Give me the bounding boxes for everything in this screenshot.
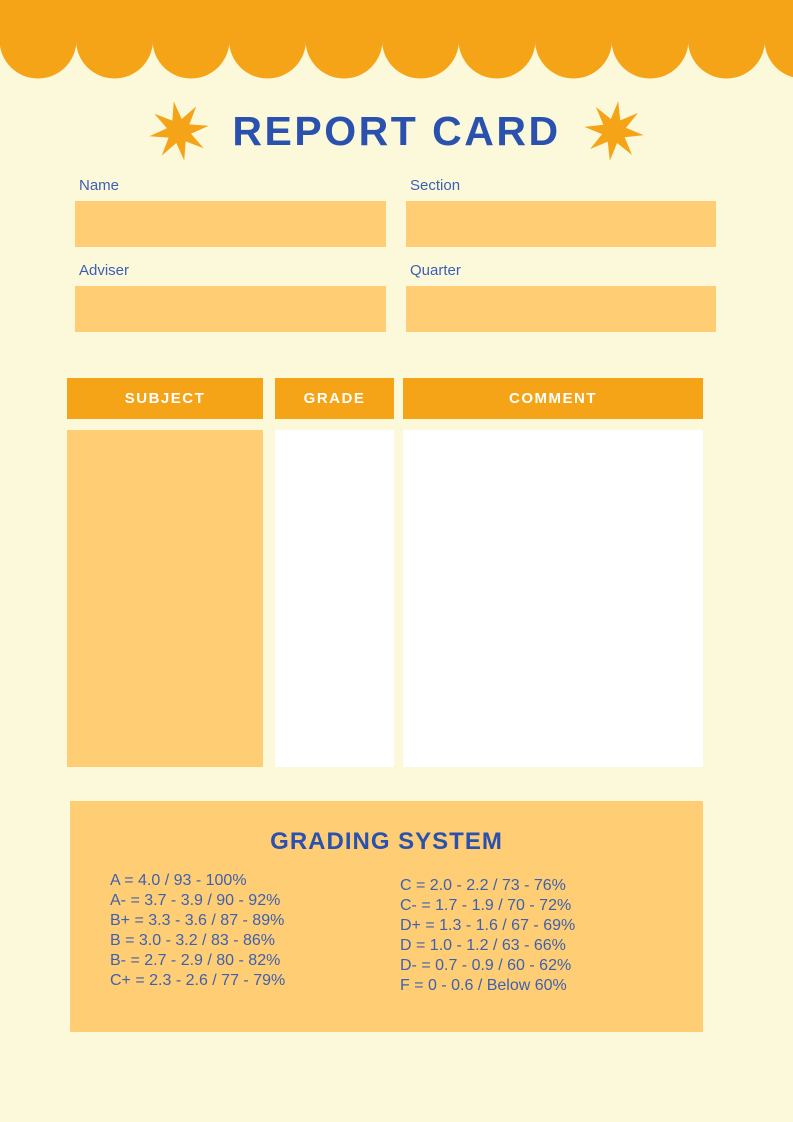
- grade-scale-item: B- = 2.7 - 2.9 / 80 - 82%: [110, 952, 281, 969]
- grade-scale-item: C = 2.0 - 2.2 / 73 - 76%: [400, 877, 566, 894]
- grade-scale-item: B+ = 3.3 - 3.6 / 87 - 89%: [110, 912, 285, 929]
- section-field-group: [406, 178, 716, 247]
- comment-column-header: COMMENT: [403, 378, 703, 419]
- grading-system-title: GRADING SYSTEM: [270, 828, 503, 855]
- grade-scale-item: D- = 0.7 - 0.9 / 60 - 62%: [400, 957, 572, 974]
- grading-scale-left-column: [110, 871, 285, 991]
- page-title: REPORT CARD: [232, 107, 561, 154]
- section-label: Section: [410, 177, 461, 194]
- subject-column-header: SUBJECT: [67, 378, 263, 419]
- grading-system-panel: [70, 801, 703, 1032]
- star-burst-icon: [143, 93, 216, 169]
- subject-column-body[interactable]: [67, 430, 263, 767]
- adviser-field-group: [75, 263, 386, 332]
- grade-scale-item: D = 1.0 - 1.2 / 63 - 66%: [400, 937, 566, 954]
- grade-scale-item: A- = 3.7 - 3.9 / 90 - 92%: [110, 892, 281, 909]
- title-row: [0, 98, 793, 164]
- star-burst-icon: [578, 94, 649, 168]
- grade-scale-item: D+ = 1.3 - 1.6 / 67 - 69%: [400, 917, 576, 934]
- adviser-input[interactable]: [75, 286, 386, 332]
- adviser-label: Adviser: [79, 262, 130, 279]
- grade-column-body[interactable]: [275, 430, 394, 767]
- quarter-label: Quarter: [410, 262, 461, 279]
- section-input[interactable]: [406, 201, 716, 247]
- comment-column-body[interactable]: [403, 430, 703, 767]
- name-label: Name: [79, 177, 120, 194]
- name-field-group: [75, 178, 386, 247]
- grading-scale-right-column: [400, 876, 575, 996]
- grade-scale-item: B = 3.0 - 3.2 / 83 - 86%: [110, 932, 275, 949]
- grade-scale-item: C+ = 2.3 - 2.6 / 77 - 79%: [110, 972, 286, 989]
- quarter-input[interactable]: [406, 286, 716, 332]
- grade-scale-item: F = 0 - 0.6 / Below 60%: [400, 977, 567, 994]
- quarter-field-group: [406, 263, 716, 332]
- grade-column-header: GRADE: [275, 378, 394, 419]
- name-input[interactable]: [75, 201, 386, 247]
- grade-scale-item: A = 4.0 / 93 - 100%: [110, 872, 247, 889]
- scalloped-border: [0, 0, 793, 80]
- grade-scale-item: C- = 1.7 - 1.9 / 70 - 72%: [400, 897, 572, 914]
